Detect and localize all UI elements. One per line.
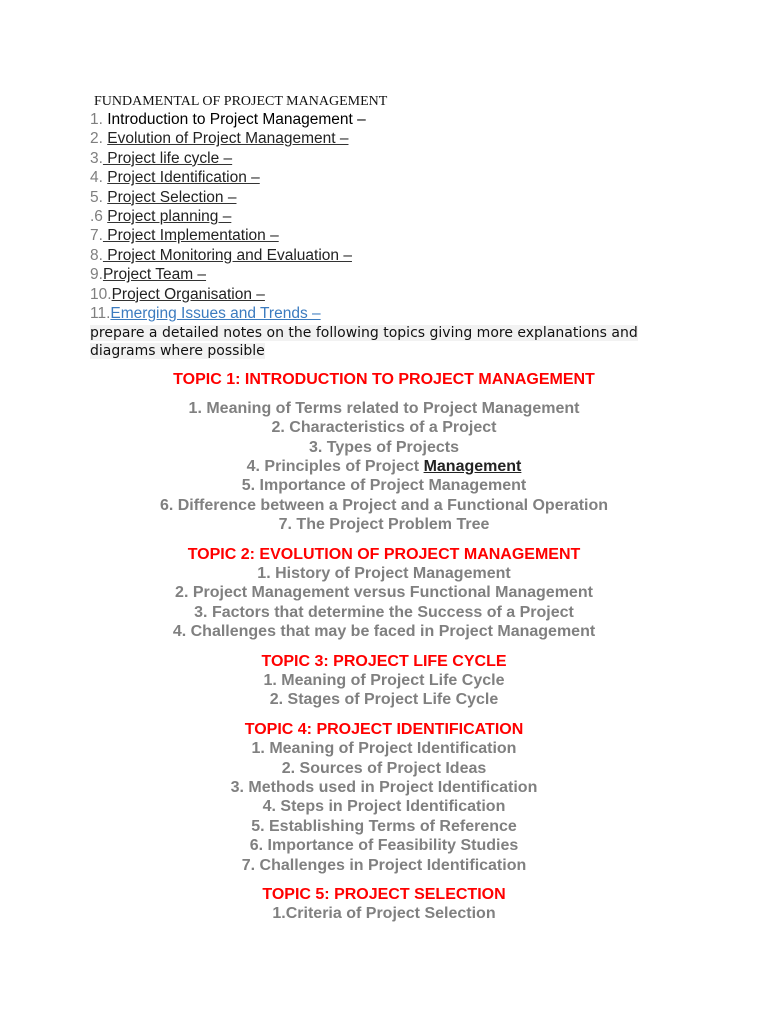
topic-item: 4. Steps in Project Identification	[262, 798, 506, 816]
toc-item-link[interactable]: Project Organisation –	[111, 285, 265, 303]
topic-section	[0, 720, 768, 875]
topic-item-list	[0, 399, 768, 535]
topic-item: 6. Importance of Feasibility Studies	[249, 837, 519, 855]
table-of-contents	[0, 110, 768, 323]
topic-item-list	[0, 564, 768, 642]
toc-item-number: 2.	[90, 130, 108, 148]
topics-section	[0, 370, 768, 924]
toc-item-link[interactable]: Evolution of Project Management –	[107, 130, 349, 148]
topic-item: 2. Stages of Project Life Cycle	[269, 691, 499, 709]
instruction-label: prepare a detailed notes on the following topics giving more explanations and diagrams where possible	[90, 325, 638, 360]
topic-item: 1. Meaning of Terms related to Project Management	[188, 399, 580, 417]
topic-item-list	[0, 904, 768, 923]
toc-item-link[interactable]: Project planning –	[107, 207, 232, 225]
toc-item-label: Introduction to Project Management –	[107, 111, 366, 128]
toc-item-link[interactable]: Project Monitoring and Evaluation –	[102, 246, 352, 264]
topic-heading: TOPIC 4: PROJECT IDENTIFICATION	[244, 720, 524, 738]
document-title: FUNDAMENTAL OF PROJECT MANAGEMENT	[94, 94, 388, 109]
topic-item: 1.Criteria of Project Selection	[272, 905, 496, 923]
toc-item	[90, 129, 768, 148]
toc-item-number: .6	[90, 207, 108, 225]
topic-item: 6. Difference between a Project and a Functional Operation	[159, 496, 609, 514]
topic-heading: TOPIC 2: EVOLUTION OF PROJECT MANAGEMENT	[187, 545, 581, 563]
toc-item-number: 8.	[90, 246, 103, 264]
toc-item	[90, 226, 768, 245]
toc-item	[90, 168, 768, 187]
topic-section	[0, 885, 768, 924]
topic-item: 7. Challenges in Project Identification	[241, 856, 527, 874]
toc-item-number: 9.	[90, 266, 103, 284]
topic-item: 4. Principles of Project Management	[246, 457, 522, 475]
topic-heading: TOPIC 5: PROJECT SELECTION	[262, 886, 506, 904]
topic-item: 5. Importance of Project Management	[241, 477, 527, 495]
topic-item: 3. Types of Projects	[309, 438, 459, 456]
toc-item-link[interactable]: Project Team –	[102, 266, 207, 284]
toc-item-number: 5.	[90, 188, 108, 206]
topic-item: 7. The Project Problem Tree	[278, 516, 490, 534]
toc-item	[90, 207, 768, 226]
toc-item-number: 4.	[90, 169, 108, 187]
toc-item-number: 10.	[90, 285, 112, 303]
toc-item-number: 11.	[90, 304, 111, 322]
topic-section	[0, 370, 768, 534]
topic-item: 2. Sources of Project Ideas	[281, 759, 487, 777]
toc-item	[90, 188, 768, 207]
toc-item-number: 3.	[90, 149, 103, 167]
topic-item-list	[0, 739, 768, 875]
management-link[interactable]: Management	[423, 457, 522, 475]
topic-item: 1. Meaning of Project Life Cycle	[263, 671, 505, 689]
topic-section	[0, 545, 768, 642]
toc-item-link[interactable]: Project Implementation –	[102, 227, 279, 245]
toc-item	[90, 304, 768, 323]
topic-item: 2. Project Management versus Functional Management	[175, 584, 593, 602]
toc-item-number: 7.	[90, 227, 103, 245]
topic-item: 3. Factors that determine the Success of a Project	[194, 603, 574, 621]
topic-item: 5. Establishing Terms of Reference	[251, 817, 517, 835]
toc-item-link[interactable]: Emerging Issues and Trends –	[110, 304, 321, 322]
topic-item: 3. Methods used in Project Identification	[230, 779, 538, 797]
instruction-text	[90, 324, 660, 360]
topic-section	[0, 652, 768, 710]
toc-item	[90, 265, 768, 284]
toc-item	[90, 285, 768, 304]
topic-item: 1. History of Project Management	[257, 564, 511, 582]
topic-heading: TOPIC 3: PROJECT LIFE CYCLE	[261, 652, 507, 670]
topic-heading: TOPIC 1: INTRODUCTION TO PROJECT MANAGEMENT	[173, 371, 595, 389]
toc-item	[90, 246, 768, 265]
topic-item-list	[0, 671, 768, 710]
toc-item-link[interactable]: Project Selection –	[107, 188, 237, 206]
toc-item	[90, 110, 768, 129]
topic-item: 2. Characteristics of a Project	[271, 419, 497, 437]
toc-item-number: 1.	[90, 111, 108, 128]
toc-item	[90, 149, 768, 168]
topic-item: 1. Meaning of Project Identification	[251, 740, 517, 758]
toc-item-link[interactable]: Project life cycle –	[102, 149, 233, 167]
topic-item: 4. Challenges that may be faced in Project Management	[172, 623, 596, 641]
toc-item-link[interactable]: Project Identification –	[107, 169, 260, 187]
